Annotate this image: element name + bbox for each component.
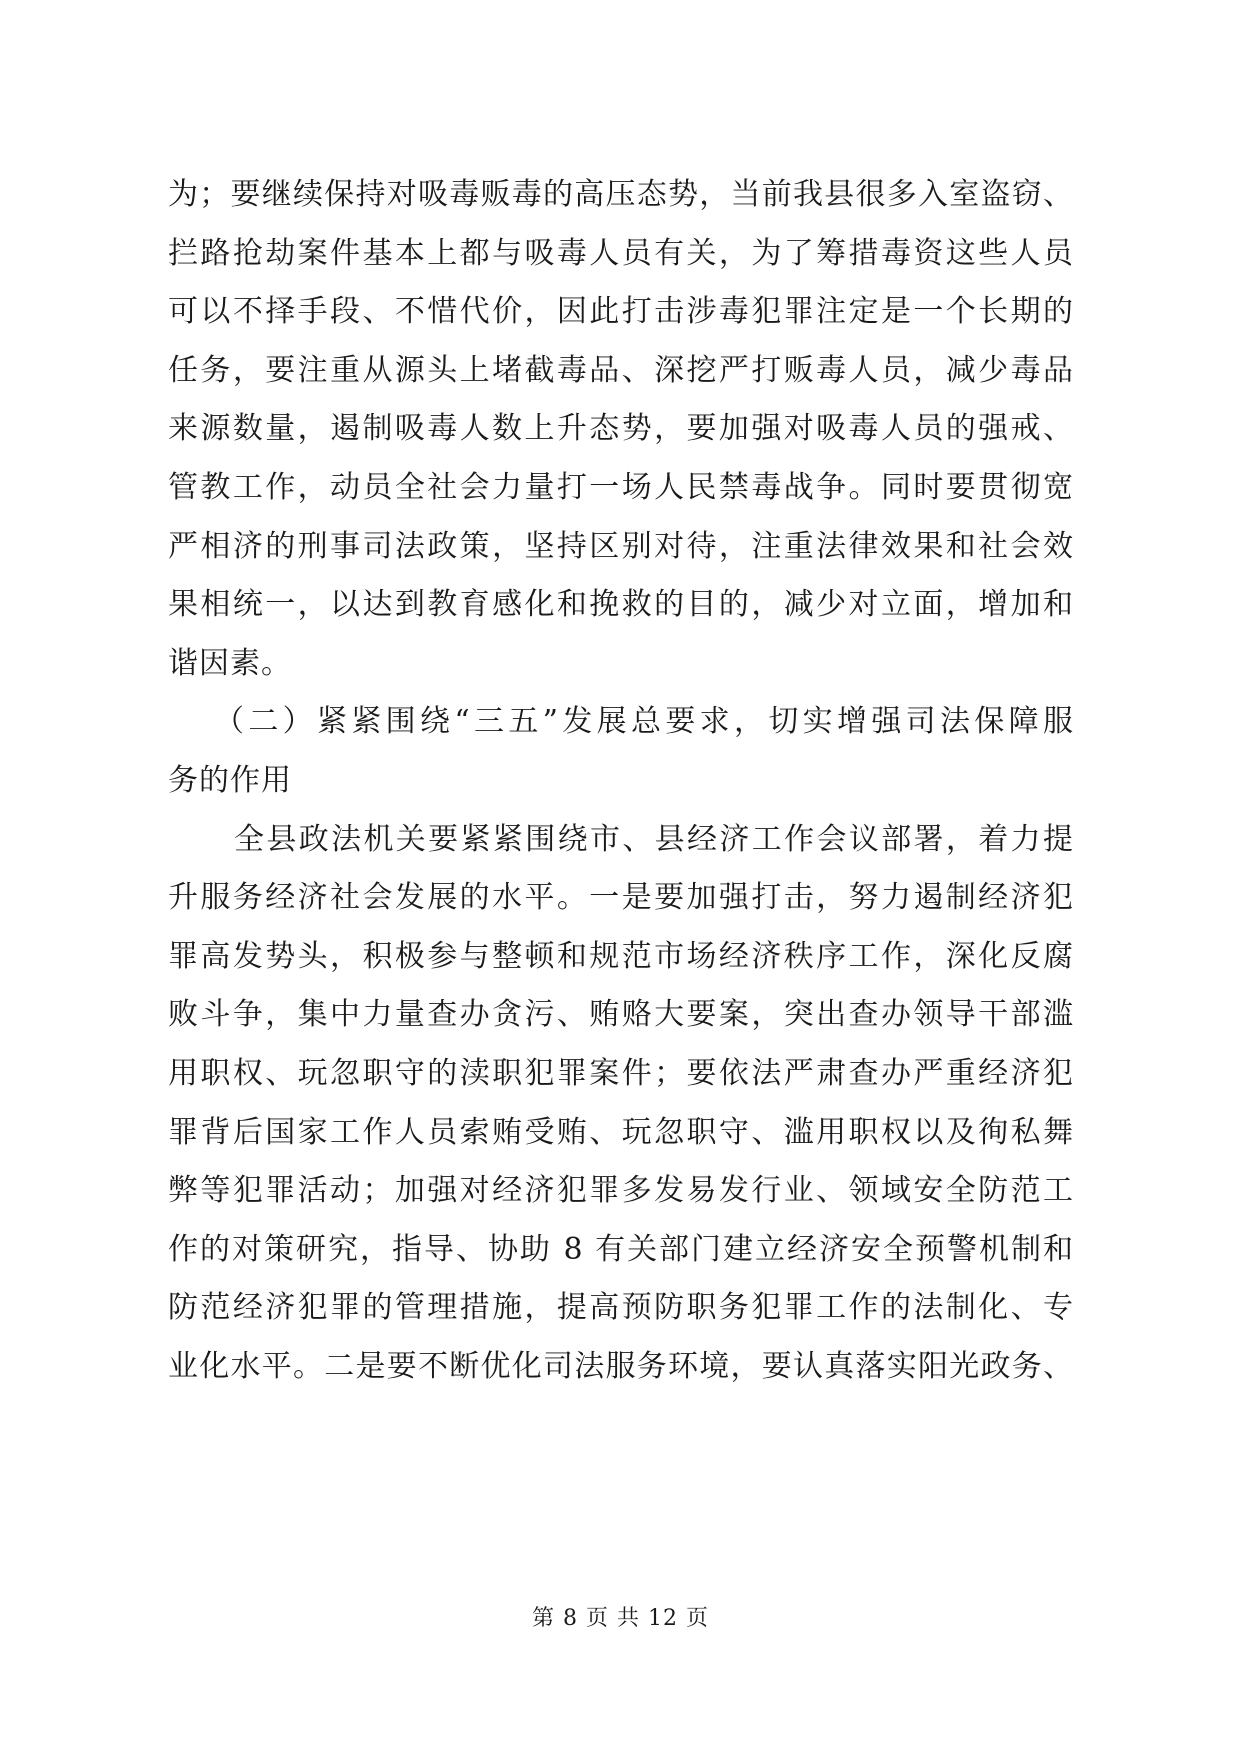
- paragraph-line: 罪高发势头，积极参与整顿和规范市场经济秩序工作，深化反腐: [168, 938, 1074, 974]
- section-heading-line: （二）紧紧围绕“三五”发展总要求，切实增强司法保障服: [214, 704, 1074, 740]
- paragraph-line: 任务，要注重从源头上堵截毒品、深挖严打贩毒人员，减少毒品: [168, 352, 1074, 388]
- paragraph-line: 严相济的刑事司法政策，坚持区别对待，注重法律效果和社会效: [168, 528, 1074, 564]
- paragraph-line: 可以不择手段、不惜代价，因此打击涉毒犯罪注定是一个长期的: [168, 294, 1074, 330]
- paragraph-line: 防范经济犯罪的管理措施，提高预防职务犯罪工作的法制化、专: [168, 1290, 1074, 1326]
- paragraph-line: 全县政法机关要紧紧围绕市、县经济工作会议部署，着力提: [234, 821, 1074, 857]
- paragraph-line: 罪背后国家工作人员索贿受贿、玩忽职守、滥用职权以及徇私舞: [168, 1114, 1074, 1150]
- paragraph-line: 作的对策研究，指导、协助 8 有关部门建立经济安全预警机制和: [168, 1231, 1074, 1267]
- paragraph-line: 来源数量，遏制吸毒人数上升态势，要加强对吸毒人员的强戒、: [168, 411, 1074, 447]
- paragraph-line: 弊等犯罪活动；加强对经济犯罪多发易发行业、领域安全防范工: [168, 1173, 1074, 1209]
- paragraph-line: 为；要继续保持对吸毒贩毒的高压态势，当前我县很多入室盗窃、: [168, 177, 1074, 212]
- body-text: [168, 166, 1074, 1396]
- paragraph-line: 拦路抢劫案件基本上都与吸毒人员有关，为了筹措毒资这些人员: [168, 235, 1074, 271]
- paragraph-line: 败斗争，集中力量查办贪污、贿赂大要案，突出查办领导干部滥: [168, 997, 1074, 1033]
- paragraph-line: 升服务经济社会发展的水平。一是要加强打击，努力遏制经济犯: [168, 880, 1074, 916]
- paragraph-line: 管教工作，动员全社会力量打一场人民禁毒战争。同时要贯彻宽: [168, 469, 1074, 505]
- paragraph-line: 果相统一，以达到教育感化和挽救的目的，减少对立面，增加和: [168, 587, 1074, 623]
- paragraph-line: 用职权、玩忽职守的渎职犯罪案件；要依法严肃查办严重经济犯: [168, 1055, 1074, 1091]
- paragraph-line: 业化水平。二是要不断优化司法服务环境，要认真落实阳光政务、: [168, 1348, 1074, 1384]
- section-heading-line: 务的作用: [168, 762, 292, 798]
- page-number-footer: 第 8 页 共 12 页: [532, 1606, 709, 1631]
- paragraph-line: 谐因素。: [168, 645, 292, 681]
